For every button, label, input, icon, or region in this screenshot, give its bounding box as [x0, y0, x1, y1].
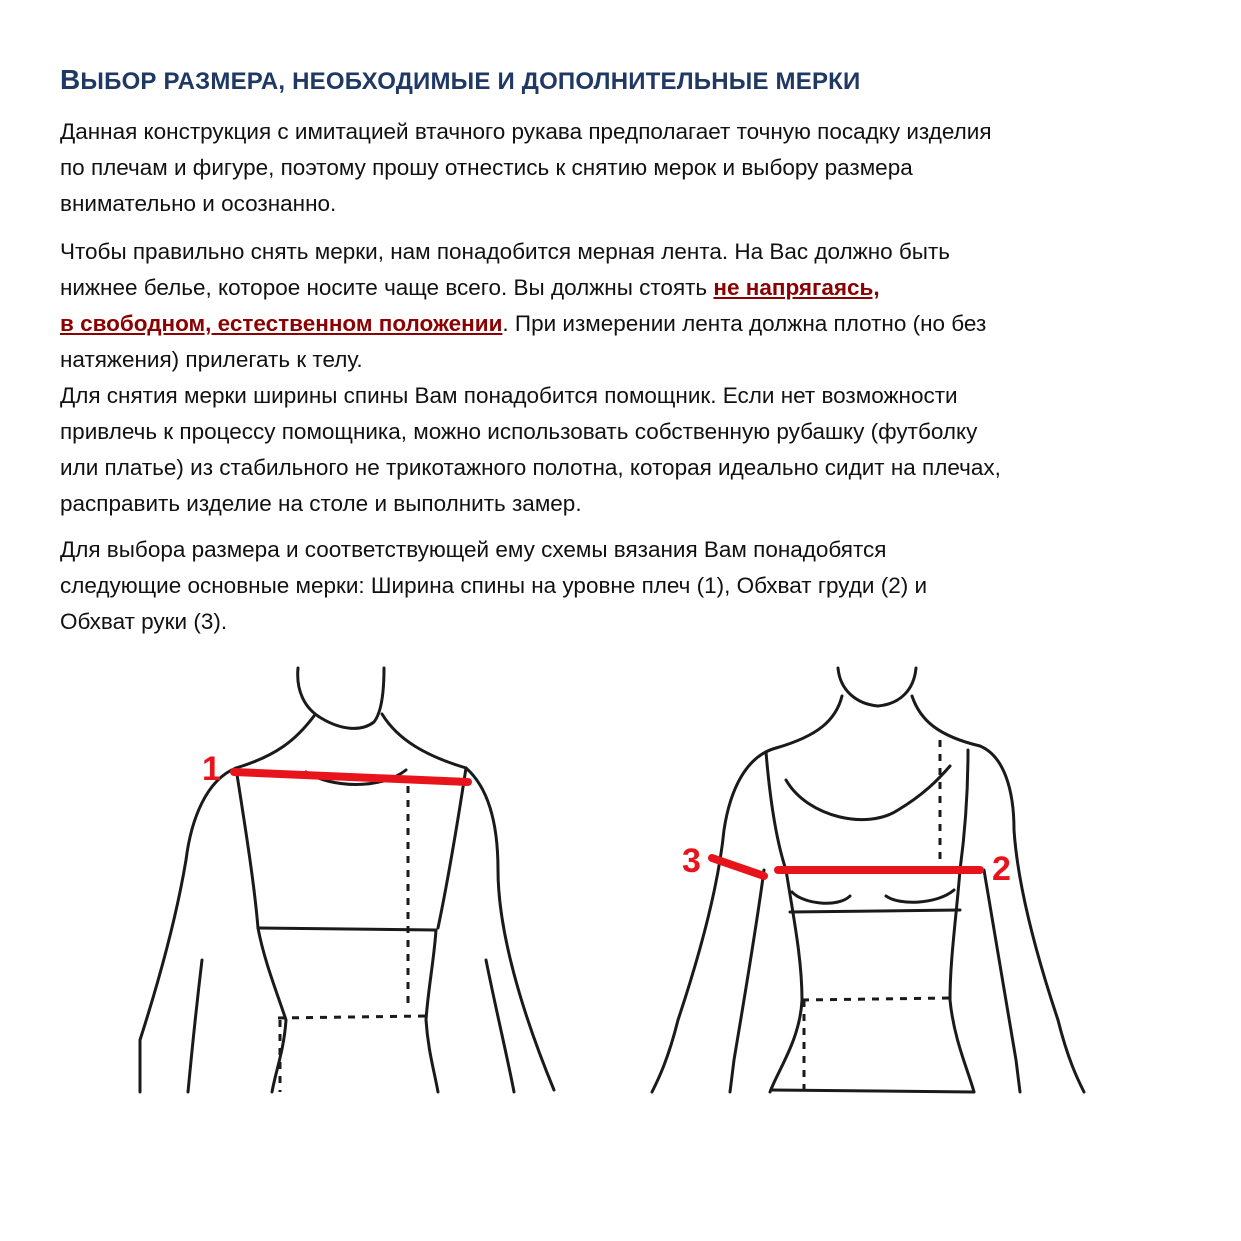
- torso-left: [770, 870, 802, 1092]
- back-width-measure-line: [234, 772, 468, 782]
- emphasis-text: в свободном, естественном положении: [60, 311, 503, 336]
- right-arm-inner: [486, 960, 514, 1092]
- neck-side: [912, 696, 980, 746]
- text-line: привлечь к процессу помощника, можно использовать собственную рубашку (футболку: [60, 419, 978, 444]
- left-armpit: [236, 768, 258, 928]
- back-view-figure: [136, 660, 558, 1100]
- torso-right: [950, 870, 974, 1092]
- text-line: или платье) из стабильного не трикотажного полотна, которая идеально сидит на плечах,: [60, 455, 1001, 480]
- bra-left-strap: [766, 752, 786, 870]
- page-title-rest: ЫБОР РАЗМЕРА, НЕОБХОДИМЫЕ И ДОПОЛНИТЕЛЬНЫЕ МЕРКИ: [80, 68, 861, 95]
- text-line: следующие основные мерки: Ширина спины на уровне плеч (1), Обхват груди (2) и: [60, 573, 928, 598]
- left-shoulder: [140, 768, 236, 1092]
- torso-right: [426, 930, 438, 1092]
- back-width-label: 1: [202, 750, 221, 788]
- waist-dashed-line: [278, 1016, 426, 1018]
- page-title: [60, 64, 860, 96]
- text-line: Данная конструкция с имитацией втачного рукава предполагает точную посадку изделия: [60, 119, 992, 144]
- text-line: Для выбора размера и соответствующей ему схемы вязания Вам понадобятся: [60, 537, 887, 562]
- text-line: Чтобы правильно снять мерки, нам понадобится мерная лента. На Вас должно быть: [60, 239, 950, 264]
- left-arm-inner: [730, 870, 764, 1092]
- right-shoulder: [980, 746, 1084, 1092]
- hip-line: [772, 1090, 974, 1092]
- intro-paragraph: [60, 114, 1200, 222]
- text-line: по плечам и фигуре, поэтому прошу отнестись к снятию мерок и выбору размера: [60, 155, 913, 180]
- bra-cup-right: [886, 890, 954, 902]
- text-line: [60, 306, 1200, 342]
- neck-side: [382, 714, 466, 768]
- waist-dashed-line: [802, 998, 950, 1000]
- neck-outline: [838, 668, 916, 706]
- text-line: внимательно и осознанно.: [60, 191, 337, 216]
- bra-cup-left: [792, 892, 850, 903]
- arm-label: 3: [682, 842, 701, 880]
- page-title-first-letter: В: [60, 64, 81, 95]
- right-armpit: [438, 768, 466, 928]
- left-arm-inner: [188, 960, 202, 1092]
- torso-left: [258, 928, 286, 1092]
- emphasis-text: не напрягаясь,: [713, 275, 880, 300]
- right-shoulder: [466, 768, 554, 1090]
- instructions-paragraph: [60, 234, 1200, 522]
- neck-side: [236, 716, 314, 768]
- text-line: Обхват руки (3).: [60, 609, 228, 634]
- neck-side: [776, 696, 842, 748]
- front-view-figure: [638, 660, 1094, 1100]
- text-line: [60, 270, 1200, 306]
- text-line: расправить изделие на столе и выполнить замер.: [60, 491, 582, 516]
- bra-top-neckline: [786, 766, 950, 820]
- text-line: Для снятия мерки ширины спины Вам понадобится помощник. Если нет возможности: [60, 383, 958, 408]
- bra-right-strap: [960, 750, 968, 870]
- text-segment: нижнее белье, которое носите чаще всего. Вы должны стоять: [60, 275, 714, 300]
- right-arm-inner: [984, 870, 1020, 1092]
- bra-band: [790, 910, 960, 912]
- text-line: натяжения) прилегать к телу.: [60, 347, 363, 372]
- measurements-paragraph: [60, 532, 1200, 640]
- chest-label: 2: [992, 850, 1011, 888]
- text-segment: . При измерении лента должна плотно (но без: [502, 311, 987, 336]
